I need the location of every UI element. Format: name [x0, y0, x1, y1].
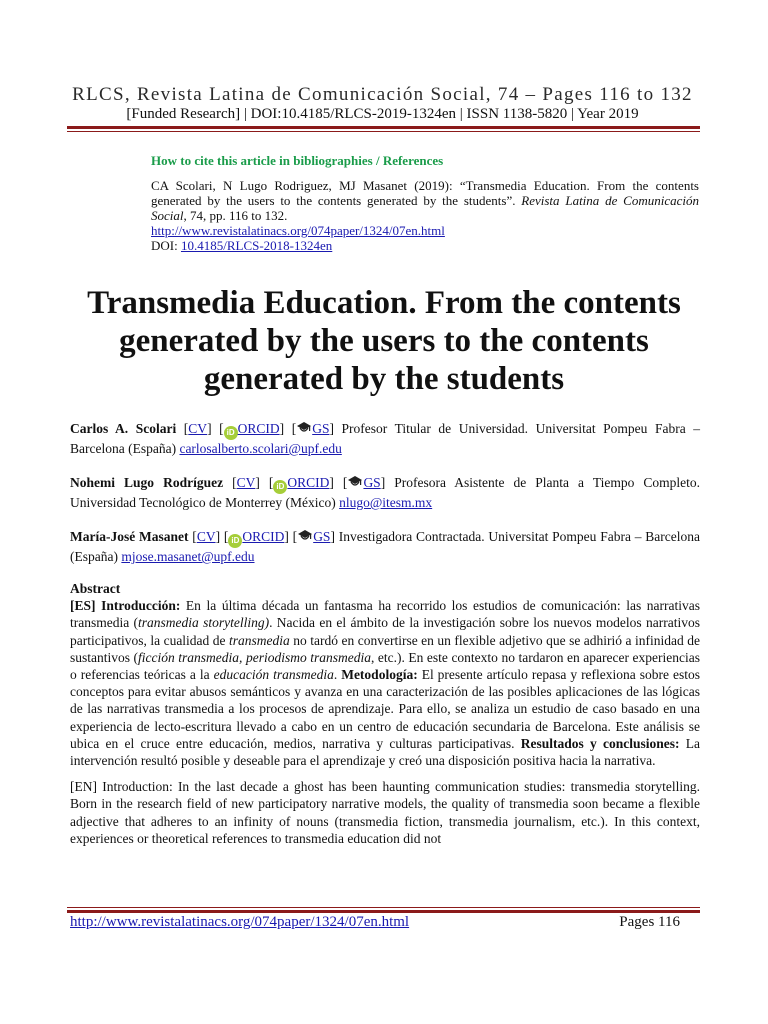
author-affiliation: Profesor Titular de Universidad. Universitat Pompeu Fabra – Barcelona (España) [70, 421, 701, 456]
google-scholar-icon [347, 476, 363, 488]
citation-doi-label: DOI: [151, 238, 181, 253]
orcid-link[interactable]: ORCID [242, 529, 285, 544]
abstract-intro-text: no tardó en convertirse en un flexible adjetivo que se adhirió a infinidad de sustantivos ( [70, 632, 700, 665]
footer-page-number: Pages 116 [619, 914, 680, 930]
cv-link[interactable]: CV [236, 475, 256, 490]
abstract-method-text: El presente artículo repasa y reflexiona sobre estos conceptos para evitar abusos semánticos y avanza en una caracterización de las posibles aplicaciones de las lógicas de las narrativas transmedia a los procesos de aprendizaje. Para ello, se analiza un estudio de caso basado en una experiencia de lecto-escritura llevado a cabo en un centro de educación secundaria de Barcelona. Este análisis se ubica en el cruce entre educación, medios, narrativa y culturas participativas. [70, 667, 701, 751]
abstract-results-text: La intervención resultó posible y deseable para el aprendizaje y creó una disposición positiva hacia la narrativa. [70, 735, 701, 769]
author-name: María-José Masanet [70, 529, 189, 544]
abstract-es-label: [ES] [70, 598, 102, 614]
abstract-heading-text: Abstract [70, 581, 121, 596]
author-email-link[interactable]: carlosalberto.scolari@upf.edu [179, 441, 342, 456]
author-affiliation: Investigadora Contractada. Universitat Pompeu Fabra – Barcelona (España) [70, 529, 701, 564]
abstract-es-paragraph [70, 597, 700, 769]
author-name: Nohemi Lugo Rodríguez [70, 475, 224, 490]
orcid-link[interactable]: ORCID [237, 421, 280, 436]
abstract-intro-text: , etc.). En este contexto no tardaron en aparecer experiencias o referencias teóricas a la [70, 649, 700, 683]
abstract-italic: transmedia storytelling) [138, 615, 270, 631]
abstract-italic: ficción transmedia, periodismo transmedia [138, 649, 371, 665]
google-scholar-icon [297, 530, 313, 542]
abstract-intro-label: Introducción: [101, 598, 181, 614]
abstract-en-paragraph: [EN] Introduction: In the last decade a ghost has been haunting communication studies: transmedia storytelling. Born in the research field of new participatory narrative models, the quality of transmedia soon became a flexible adjective that adheres to an infinity of nouns (transmedia fiction, transmedia journalism, etc.). In this context, experiences or theoretical references to transmedia education did not [70, 779, 700, 846]
abstract-intro-text: En la última década un fantasma ha recorrido los estudios de comunicación: las narrativas transmedia ( [70, 598, 701, 631]
orcid-icon: iD [224, 426, 238, 440]
citation-doi-link[interactable]: 10.4185/RLCS-2018-1324en [180, 238, 333, 253]
gs-link[interactable]: GS [363, 475, 381, 490]
orcid-link[interactable]: ORCID [287, 475, 330, 490]
abstract-italic: transmedia [229, 632, 290, 648]
author-name: Carlos A. Scolari [70, 421, 177, 436]
article-meta-line: [Funded Research] | DOI:10.4185/RLCS-2019-1324en | ISSN 1138-5820 | Year 2019 [126, 106, 639, 122]
citation-pages: , 74, pp. 116 to 132. [183, 208, 288, 223]
author-1: Carlos A. Scolari [CV] [ iD ORCID] [ GS] Profesor Titular de Universidad. Universitat Pompeu Fabra – Barcelona (España) carlosalberto.scolari@upf.edu [70, 421, 701, 456]
cv-link[interactable]: CV [188, 421, 208, 436]
author-email-link[interactable]: nlugo@itesm.mx [339, 495, 433, 510]
abstract-intro-text: . Nacida en el ámbito de la investigación sobre los nuevos modelos narrativos participativos, la cualidad de [70, 615, 700, 648]
abstract-intro-text: . [333, 667, 342, 683]
author-3: María-José Masanet [CV] [ iD ORCID] [ GS] Investigadora Contractada. Universitat Pompeu Fabra – Barcelona (España) mjose.masanet@upf.edu [70, 529, 701, 564]
abstract-heading [70, 580, 700, 597]
journal-header: RLCS, Revista Latina de Comunicación Social, 74 – Pages 116 to 132 [72, 84, 693, 105]
google-scholar-icon [296, 422, 312, 434]
abstract-method-label: Metodología: [341, 667, 418, 683]
header-rule [67, 126, 700, 129]
citation-authors-title: CA Scolari, N Lugo Rodriguez, MJ Masanet (2019): “Transmedia Education. From the contents generated by the users to the contents generated by the students”. [151, 178, 699, 208]
footer-rule-thin [67, 907, 700, 908]
article-title: Transmedia Education. From the contents generated by the users to the contents generated by the students [87, 285, 681, 397]
footer-url-link[interactable]: http://www.revistalatinacs.org/074paper/1324/07en.html [70, 914, 410, 930]
abstract-italic: educación transmedia [213, 667, 334, 683]
cv-link[interactable]: CV [196, 529, 216, 544]
author-2: Nohemi Lugo Rodríguez [CV] [ iD ORCID] [ GS] Profesora Asistente de Planta a Tiempo Completo. Universidad Tecnológico de Monterrey (México) nlugo@itesm.mx [70, 475, 701, 510]
paragraph-gap [70, 769, 700, 778]
gs-link[interactable]: GS [313, 529, 331, 544]
footer-rule [67, 910, 700, 913]
author-email-link[interactable]: mjose.masanet@upf.edu [121, 549, 255, 564]
orcid-icon: iD [228, 534, 242, 548]
author-affiliation: Profesora Asistente de Planta a Tiempo Completo. Universidad Tecnológico de Monterrey (México) [70, 475, 701, 510]
citation-journal: Revista Latina de Comunicación Social [151, 193, 699, 223]
citation-heading: How to cite this article in bibliographies / References [151, 153, 444, 168]
abstract-results-label: Resultados y conclusiones: [520, 735, 680, 751]
citation-url-link[interactable]: http://www.revistalatinacs.org/074paper/1324/07en.html [151, 223, 445, 238]
orcid-icon: iD [273, 480, 287, 494]
citation-text [151, 178, 699, 253]
citation-block [151, 153, 699, 253]
header-rule-thin [67, 131, 700, 132]
gs-link[interactable]: GS [312, 421, 330, 436]
abstract-section [70, 580, 700, 847]
